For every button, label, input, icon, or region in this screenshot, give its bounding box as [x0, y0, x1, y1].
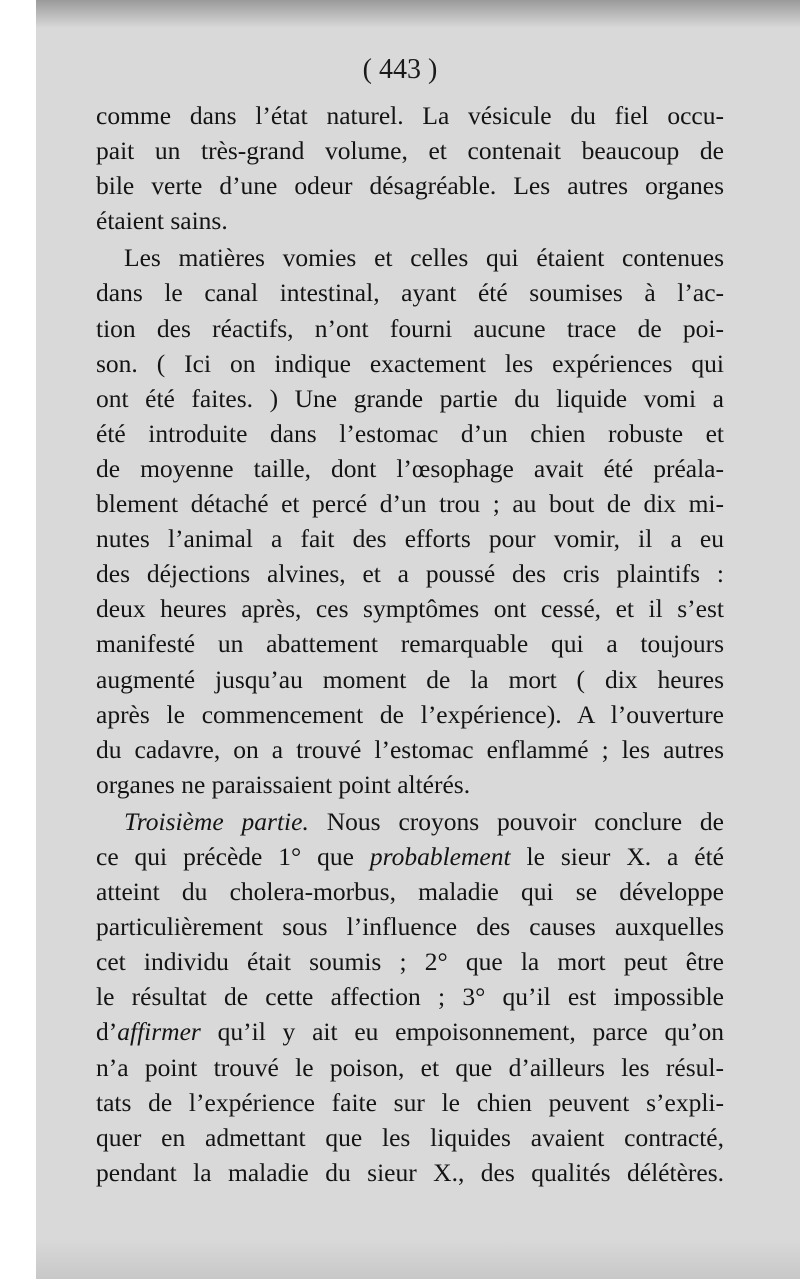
text-segment: deux heures après, ces symptômes ont cessé, et il s’est [96, 594, 724, 624]
text-line [96, 416, 724, 451]
text-segment: pait un très-grand volume, et contenait beaucoup de [96, 136, 724, 166]
text-line [96, 874, 724, 909]
text-line [96, 626, 724, 661]
text-line [96, 381, 724, 416]
text-line [96, 311, 724, 346]
text-line [96, 451, 724, 486]
text-line [96, 98, 724, 133]
text-segment: augmenté jusqu’au moment de la mort ( dix heures [96, 664, 724, 694]
text-segment: du cadavre, on a trouvé l’estomac enflammé ; les autres [96, 734, 724, 764]
text-segment: dans le canal intestinal, ayant été soumises à l’ac- [96, 278, 724, 308]
text-segment: blement détaché et percé d’un trou ; au bout de dix mi- [96, 489, 724, 519]
text-segment: après le commencement de l’expérience). A l’ouverture [96, 699, 724, 729]
italic-text: Troisième partie. [124, 806, 309, 836]
text-line [96, 240, 724, 275]
scan-margin [0, 0, 36, 1279]
text-segment: comme dans l’état naturel. La vésicule du fiel occu- [96, 101, 724, 130]
text-line [96, 1014, 724, 1049]
text-segment: Les matières vomies et celles qui étaient contenues [124, 243, 724, 273]
text-line [96, 804, 724, 839]
text-line [96, 346, 724, 381]
text-segment: Nous croyons pouvoir conclure de [308, 806, 725, 836]
text-line [96, 168, 724, 203]
text-segment: qu’il y ait eu empoisonnement, parce qu’on [200, 1017, 724, 1047]
italic-text: affirmer [117, 1017, 201, 1047]
text-segment: de moyenne taille, dont l’œsophage avait été préala- [96, 453, 724, 483]
text-segment: été introduite dans l’estomac d’un chien robuste et [96, 418, 724, 448]
text-segment: ont été faites. ) Une grande partie du liquide vomi a [96, 383, 724, 413]
text-segment: organes ne paraissaient point altérés. [96, 769, 471, 799]
text-line [96, 909, 724, 944]
text-segment: son. ( Ici on indique exactement les expériences qui [96, 348, 724, 378]
text-line [96, 662, 724, 697]
text-line [96, 556, 724, 591]
text-line [96, 133, 724, 168]
text-segment: tion des réactifs, n’ont fourni aucune trace de poi- [96, 313, 724, 343]
text-line [96, 767, 724, 802]
text-segment: bile verte d’une odeur désagréable. Les autres organes [96, 171, 724, 201]
text-segment: particulièrement sous l’influence des causes auxquelles [96, 912, 724, 942]
text-segment: d’ [96, 1017, 118, 1047]
text-segment: des déjections alvines, et a poussé des cris plaintifs : [96, 559, 724, 589]
text-segment: manifesté un abattement remarquable qui a toujours [96, 629, 724, 659]
text-line [96, 697, 724, 732]
text-line [96, 944, 724, 979]
text-line [96, 275, 724, 310]
text-segment: atteint du cholera-morbus, maladie qui se développe [96, 877, 724, 907]
text-line [96, 1085, 724, 1120]
text-segment: le sieur X. a été [510, 841, 724, 871]
text-line [96, 1050, 724, 1085]
text-segment: étaient sains. [96, 206, 228, 236]
text-segment: nutes l’animal a fait des efforts pour vomir, il a eu [96, 524, 724, 554]
text-line [96, 521, 724, 556]
text-segment: cet individu était soumis ; 2° que la mort peut être [96, 947, 724, 977]
text-line [96, 203, 724, 238]
text-line [96, 486, 724, 521]
text-line [96, 839, 724, 874]
italic-text: probablement [369, 841, 511, 871]
text-segment: ce qui précède 1° que [96, 841, 370, 871]
text-line [96, 591, 724, 626]
text-line [96, 1120, 724, 1155]
text-segment: quer en admettant que les liquides avaient contracté, [96, 1122, 724, 1152]
text-segment: pendant la maladie du sieur X., des qualités délétères. [96, 1157, 724, 1187]
text-segment: n’a point trouvé le poison, et que d’ailleurs les résul- [96, 1052, 724, 1082]
page-bottom-shadow [36, 1239, 800, 1279]
text-segment: le résultat de cette affection ; 3° qu’il est impossible [96, 982, 724, 1012]
text-line [96, 1155, 724, 1190]
text-line [96, 732, 724, 767]
text-segment: tats de l’expérience faite sur le chien peuvent s’expli- [96, 1087, 724, 1117]
page-top-shadow [36, 0, 800, 28]
body-text [96, 98, 724, 1190]
text-line [96, 979, 724, 1014]
page-number: ( 443 ) [362, 54, 438, 85]
